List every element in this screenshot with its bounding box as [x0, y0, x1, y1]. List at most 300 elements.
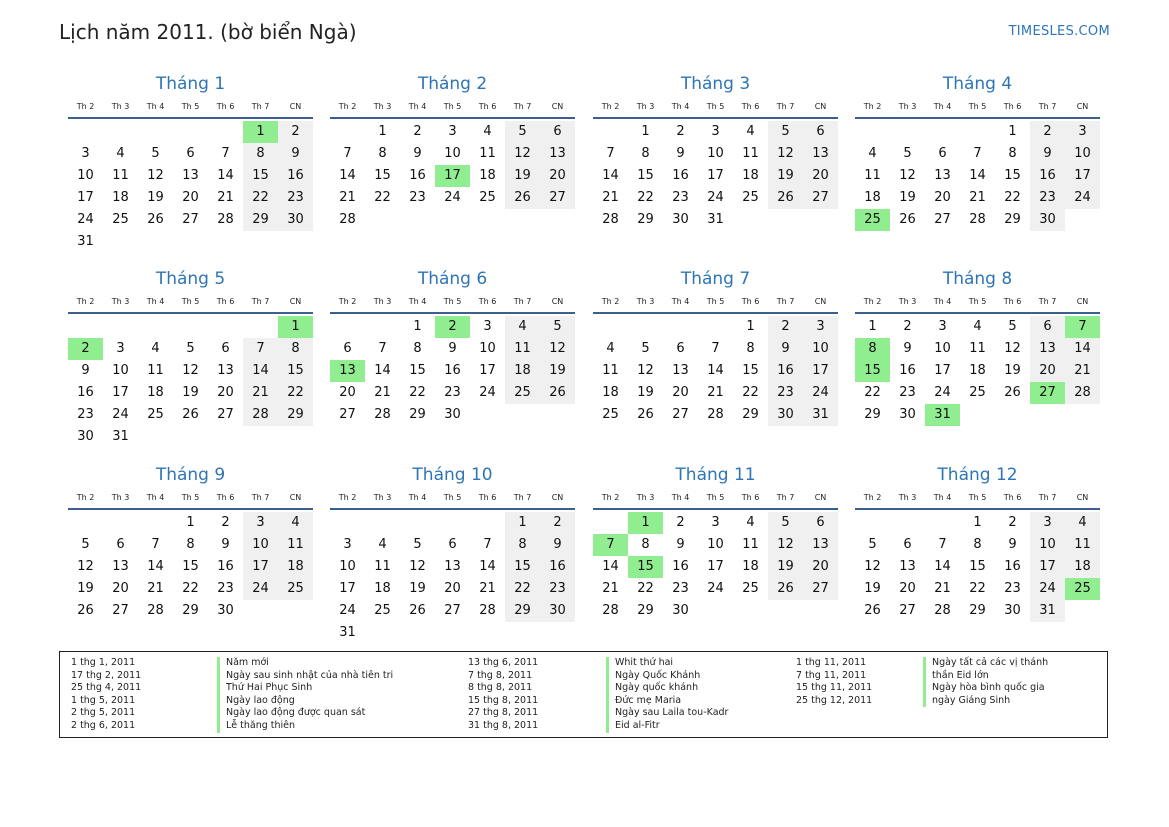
- day-cell[interactable]: 7: [711, 341, 720, 356]
- day-cell[interactable]: 21: [374, 385, 391, 400]
- day-cell[interactable]: 15: [182, 559, 199, 574]
- day-cell[interactable]: 28: [707, 407, 724, 422]
- day-cell[interactable]: 31: [803, 404, 838, 426]
- day-cell[interactable]: 10: [934, 341, 951, 356]
- day-cell[interactable]: 21: [217, 190, 234, 205]
- brand-link[interactable]: TIMESLES.COM: [1008, 24, 1110, 39]
- day-cell[interactable]: 27: [934, 212, 951, 227]
- day-cell[interactable]: 25: [969, 385, 986, 400]
- day-cell[interactable]: 9: [278, 143, 313, 165]
- day-cell[interactable]: 12: [409, 559, 426, 574]
- day-cell[interactable]: 15: [637, 168, 654, 183]
- day-cell[interactable]: 24: [479, 385, 496, 400]
- day-cell[interactable]: 25: [147, 407, 164, 422]
- day-cell[interactable]: 28: [934, 603, 951, 618]
- day-cell[interactable]: 11: [1065, 534, 1100, 556]
- day-cell[interactable]: 31: [339, 625, 356, 640]
- day-cell[interactable]: 3: [711, 515, 720, 530]
- day-cell[interactable]: 12: [1004, 341, 1021, 356]
- day-cell[interactable]: 19: [768, 556, 803, 578]
- day-cell[interactable]: 24: [339, 603, 356, 618]
- day-cell[interactable]: 17: [803, 360, 838, 382]
- day-cell[interactable]: 10: [243, 534, 278, 556]
- day-cell[interactable]: 12: [147, 168, 164, 183]
- day-cell[interactable]: 5: [903, 146, 912, 161]
- day-cell[interactable]: 30: [672, 212, 689, 227]
- day-cell[interactable]: 26: [1004, 385, 1021, 400]
- day-cell[interactable]: 5: [641, 341, 650, 356]
- day-cell[interactable]: 18: [864, 190, 881, 205]
- day-cell[interactable]: 21: [602, 190, 619, 205]
- day-cell[interactable]: 11: [969, 341, 986, 356]
- day-cell[interactable]: 8: [641, 537, 650, 552]
- day-cell[interactable]: 21: [707, 385, 724, 400]
- day-cell[interactable]: 9: [540, 534, 575, 556]
- day-cell[interactable]: 25: [374, 603, 391, 618]
- day-cell[interactable]: 31: [77, 234, 94, 249]
- day-cell[interactable]: 17: [77, 190, 94, 205]
- day-cell[interactable]: 26: [768, 578, 803, 600]
- day-cell[interactable]: 29: [637, 603, 654, 618]
- day-cell[interactable]: 19: [540, 360, 575, 382]
- day-cell[interactable]: 27: [339, 407, 356, 422]
- day-cell[interactable]: 5: [505, 121, 540, 143]
- day-cell[interactable]: 3: [116, 341, 125, 356]
- day-cell[interactable]: 30: [1030, 209, 1065, 231]
- day-cell[interactable]: 11: [278, 534, 313, 556]
- day-cell[interactable]: 25: [112, 212, 129, 227]
- day-cell[interactable]: 4: [868, 146, 877, 161]
- day-cell[interactable]: 18: [505, 360, 540, 382]
- day-cell[interactable]: 22: [278, 382, 313, 404]
- day-cell[interactable]: 26: [505, 187, 540, 209]
- day-cell[interactable]: 2: [1030, 121, 1065, 143]
- day-cell[interactable]: 14: [217, 168, 234, 183]
- day-cell[interactable]: 22: [374, 190, 391, 205]
- day-cell[interactable]: 4: [116, 146, 125, 161]
- day-cell[interactable]: 12: [899, 168, 916, 183]
- holiday-day-cell[interactable]: 15: [855, 360, 890, 382]
- holiday-day-cell[interactable]: 1: [278, 316, 313, 338]
- day-cell[interactable]: 19: [864, 581, 881, 596]
- day-cell[interactable]: 23: [444, 385, 461, 400]
- day-cell[interactable]: 3: [1065, 121, 1100, 143]
- day-cell[interactable]: 20: [803, 165, 838, 187]
- day-cell[interactable]: 30: [1004, 603, 1021, 618]
- day-cell[interactable]: 23: [899, 385, 916, 400]
- day-cell[interactable]: 9: [1030, 143, 1065, 165]
- holiday-day-cell[interactable]: 2: [435, 316, 470, 338]
- day-cell[interactable]: 7: [938, 537, 947, 552]
- day-cell[interactable]: 11: [505, 338, 540, 360]
- day-cell[interactable]: 16: [278, 165, 313, 187]
- day-cell[interactable]: 11: [374, 559, 391, 574]
- day-cell[interactable]: 26: [147, 212, 164, 227]
- day-cell[interactable]: 14: [1065, 338, 1100, 360]
- day-cell[interactable]: 31: [112, 429, 129, 444]
- day-cell[interactable]: 3: [343, 537, 352, 552]
- day-cell[interactable]: 23: [278, 187, 313, 209]
- day-cell[interactable]: 21: [147, 581, 164, 596]
- day-cell[interactable]: 12: [505, 143, 540, 165]
- day-cell[interactable]: 6: [938, 146, 947, 161]
- day-cell[interactable]: 8: [413, 341, 422, 356]
- day-cell[interactable]: 1: [973, 515, 982, 530]
- day-cell[interactable]: 13: [217, 363, 234, 378]
- day-cell[interactable]: 10: [1065, 143, 1100, 165]
- day-cell[interactable]: 18: [147, 385, 164, 400]
- day-cell[interactable]: 24: [934, 385, 951, 400]
- day-cell[interactable]: 8: [505, 534, 540, 556]
- day-cell[interactable]: 21: [479, 581, 496, 596]
- day-cell[interactable]: 2: [768, 316, 803, 338]
- day-cell[interactable]: 1: [746, 319, 755, 334]
- day-cell[interactable]: 19: [182, 385, 199, 400]
- day-cell[interactable]: 4: [746, 124, 755, 139]
- day-cell[interactable]: 30: [768, 404, 803, 426]
- day-cell[interactable]: 21: [339, 190, 356, 205]
- day-cell[interactable]: 27: [540, 187, 575, 209]
- day-cell[interactable]: 29: [969, 603, 986, 618]
- holiday-day-cell[interactable]: 25: [855, 209, 890, 231]
- day-cell[interactable]: 28: [243, 404, 278, 426]
- day-cell[interactable]: 20: [540, 165, 575, 187]
- day-cell[interactable]: 19: [77, 581, 94, 596]
- day-cell[interactable]: 18: [112, 190, 129, 205]
- day-cell[interactable]: 14: [374, 363, 391, 378]
- day-cell[interactable]: 19: [768, 165, 803, 187]
- day-cell[interactable]: 6: [343, 341, 352, 356]
- day-cell[interactable]: 15: [505, 556, 540, 578]
- day-cell[interactable]: 27: [803, 578, 838, 600]
- day-cell[interactable]: 29: [742, 407, 759, 422]
- day-cell[interactable]: 6: [448, 537, 457, 552]
- day-cell[interactable]: 30: [540, 600, 575, 622]
- day-cell[interactable]: 4: [973, 319, 982, 334]
- day-cell[interactable]: 17: [112, 385, 129, 400]
- day-cell[interactable]: 1: [868, 319, 877, 334]
- day-cell[interactable]: 16: [1030, 165, 1065, 187]
- day-cell[interactable]: 21: [1065, 360, 1100, 382]
- day-cell[interactable]: 30: [672, 603, 689, 618]
- day-cell[interactable]: 14: [243, 360, 278, 382]
- day-cell[interactable]: 22: [969, 581, 986, 596]
- day-cell[interactable]: 19: [505, 165, 540, 187]
- day-cell[interactable]: 26: [637, 407, 654, 422]
- day-cell[interactable]: 26: [540, 382, 575, 404]
- day-cell[interactable]: 24: [112, 407, 129, 422]
- day-cell[interactable]: 7: [483, 537, 492, 552]
- holiday-day-cell[interactable]: 1: [243, 121, 278, 143]
- day-cell[interactable]: 18: [969, 363, 986, 378]
- day-cell[interactable]: 19: [1004, 363, 1021, 378]
- day-cell[interactable]: 21: [243, 382, 278, 404]
- day-cell[interactable]: 23: [217, 581, 234, 596]
- day-cell[interactable]: 16: [1004, 559, 1021, 574]
- day-cell[interactable]: 20: [112, 581, 129, 596]
- day-cell[interactable]: 12: [768, 534, 803, 556]
- day-cell[interactable]: 3: [711, 124, 720, 139]
- day-cell[interactable]: 1: [413, 319, 422, 334]
- day-cell[interactable]: 17: [934, 363, 951, 378]
- day-cell[interactable]: 7: [243, 338, 278, 360]
- day-cell[interactable]: 27: [899, 603, 916, 618]
- day-cell[interactable]: 24: [707, 581, 724, 596]
- day-cell[interactable]: 10: [112, 363, 129, 378]
- day-cell[interactable]: 23: [77, 407, 94, 422]
- day-cell[interactable]: 22: [742, 385, 759, 400]
- day-cell[interactable]: 23: [409, 190, 426, 205]
- day-cell[interactable]: 10: [444, 146, 461, 161]
- day-cell[interactable]: 20: [217, 385, 234, 400]
- day-cell[interactable]: 27: [217, 407, 234, 422]
- day-cell[interactable]: 29: [182, 603, 199, 618]
- day-cell[interactable]: 23: [1004, 581, 1021, 596]
- day-cell[interactable]: 5: [768, 512, 803, 534]
- day-cell[interactable]: 20: [672, 385, 689, 400]
- day-cell[interactable]: 17: [707, 559, 724, 574]
- day-cell[interactable]: 12: [768, 143, 803, 165]
- day-cell[interactable]: 10: [339, 559, 356, 574]
- day-cell[interactable]: 24: [1030, 578, 1065, 600]
- day-cell[interactable]: 24: [243, 578, 278, 600]
- day-cell[interactable]: 27: [182, 212, 199, 227]
- day-cell[interactable]: 9: [81, 363, 90, 378]
- day-cell[interactable]: 7: [343, 146, 352, 161]
- day-cell[interactable]: 24: [77, 212, 94, 227]
- day-cell[interactable]: 13: [112, 559, 129, 574]
- day-cell[interactable]: 9: [676, 537, 685, 552]
- day-cell[interactable]: 16: [409, 168, 426, 183]
- day-cell[interactable]: 6: [116, 537, 125, 552]
- holiday-day-cell[interactable]: 1: [628, 512, 663, 534]
- day-cell[interactable]: 18: [278, 556, 313, 578]
- day-cell[interactable]: 17: [1030, 556, 1065, 578]
- day-cell[interactable]: 5: [540, 316, 575, 338]
- day-cell[interactable]: 13: [803, 143, 838, 165]
- day-cell[interactable]: 13: [182, 168, 199, 183]
- day-cell[interactable]: 29: [278, 404, 313, 426]
- day-cell[interactable]: 16: [540, 556, 575, 578]
- day-cell[interactable]: 7: [221, 146, 230, 161]
- day-cell[interactable]: 9: [768, 338, 803, 360]
- day-cell[interactable]: 13: [540, 143, 575, 165]
- day-cell[interactable]: 8: [278, 338, 313, 360]
- day-cell[interactable]: 26: [409, 603, 426, 618]
- day-cell[interactable]: 24: [1065, 187, 1100, 209]
- day-cell[interactable]: 13: [803, 534, 838, 556]
- day-cell[interactable]: 18: [1065, 556, 1100, 578]
- day-cell[interactable]: 16: [77, 385, 94, 400]
- day-cell[interactable]: 3: [81, 146, 90, 161]
- day-cell[interactable]: 15: [243, 165, 278, 187]
- day-cell[interactable]: 14: [479, 559, 496, 574]
- day-cell[interactable]: 26: [864, 603, 881, 618]
- day-cell[interactable]: 24: [803, 382, 838, 404]
- day-cell[interactable]: 4: [505, 316, 540, 338]
- day-cell[interactable]: 20: [899, 581, 916, 596]
- day-cell[interactable]: 28: [374, 407, 391, 422]
- day-cell[interactable]: 28: [602, 212, 619, 227]
- day-cell[interactable]: 10: [479, 341, 496, 356]
- day-cell[interactable]: 28: [217, 212, 234, 227]
- day-cell[interactable]: 28: [147, 603, 164, 618]
- day-cell[interactable]: 4: [278, 512, 313, 534]
- day-cell[interactable]: 17: [243, 556, 278, 578]
- day-cell[interactable]: 23: [1030, 187, 1065, 209]
- holiday-day-cell[interactable]: 13: [330, 360, 365, 382]
- day-cell[interactable]: 19: [899, 190, 916, 205]
- day-cell[interactable]: 29: [864, 407, 881, 422]
- day-cell[interactable]: 6: [803, 121, 838, 143]
- day-cell[interactable]: 16: [672, 168, 689, 183]
- day-cell[interactable]: 22: [182, 581, 199, 596]
- day-cell[interactable]: 22: [1004, 190, 1021, 205]
- day-cell[interactable]: 9: [1008, 537, 1017, 552]
- day-cell[interactable]: 20: [1030, 360, 1065, 382]
- day-cell[interactable]: 2: [676, 515, 685, 530]
- day-cell[interactable]: 7: [606, 146, 615, 161]
- day-cell[interactable]: 6: [676, 341, 685, 356]
- day-cell[interactable]: 27: [444, 603, 461, 618]
- day-cell[interactable]: 6: [186, 146, 195, 161]
- day-cell[interactable]: 26: [182, 407, 199, 422]
- day-cell[interactable]: 2: [540, 512, 575, 534]
- day-cell[interactable]: 6: [1030, 316, 1065, 338]
- day-cell[interactable]: 3: [448, 124, 457, 139]
- day-cell[interactable]: 5: [81, 537, 90, 552]
- day-cell[interactable]: 29: [409, 407, 426, 422]
- day-cell[interactable]: 18: [742, 559, 759, 574]
- day-cell[interactable]: 31: [1030, 600, 1065, 622]
- day-cell[interactable]: 18: [602, 385, 619, 400]
- day-cell[interactable]: 4: [378, 537, 387, 552]
- day-cell[interactable]: 18: [742, 168, 759, 183]
- day-cell[interactable]: 14: [969, 168, 986, 183]
- day-cell[interactable]: 2: [221, 515, 230, 530]
- holiday-day-cell[interactable]: 7: [593, 534, 628, 556]
- day-cell[interactable]: 17: [339, 581, 356, 596]
- day-cell[interactable]: 4: [746, 515, 755, 530]
- day-cell[interactable]: 1: [641, 124, 650, 139]
- day-cell[interactable]: 21: [969, 190, 986, 205]
- day-cell[interactable]: 27: [112, 603, 129, 618]
- day-cell[interactable]: 21: [934, 581, 951, 596]
- day-cell[interactable]: 20: [182, 190, 199, 205]
- day-cell[interactable]: 13: [444, 559, 461, 574]
- day-cell[interactable]: 25: [742, 190, 759, 205]
- day-cell[interactable]: 9: [448, 341, 457, 356]
- day-cell[interactable]: 7: [973, 146, 982, 161]
- day-cell[interactable]: 14: [707, 363, 724, 378]
- day-cell[interactable]: 23: [672, 581, 689, 596]
- day-cell[interactable]: 25: [479, 190, 496, 205]
- day-cell[interactable]: 16: [899, 363, 916, 378]
- day-cell[interactable]: 2: [413, 124, 422, 139]
- day-cell[interactable]: 19: [637, 385, 654, 400]
- day-cell[interactable]: 30: [899, 407, 916, 422]
- day-cell[interactable]: 5: [768, 121, 803, 143]
- day-cell[interactable]: 22: [409, 385, 426, 400]
- day-cell[interactable]: 29: [243, 209, 278, 231]
- day-cell[interactable]: 22: [864, 385, 881, 400]
- day-cell[interactable]: 18: [479, 168, 496, 183]
- day-cell[interactable]: 8: [186, 537, 195, 552]
- day-cell[interactable]: 1: [1008, 124, 1017, 139]
- day-cell[interactable]: 29: [1004, 212, 1021, 227]
- day-cell[interactable]: 29: [637, 212, 654, 227]
- day-cell[interactable]: 14: [339, 168, 356, 183]
- day-cell[interactable]: 8: [1008, 146, 1017, 161]
- day-cell[interactable]: 25: [505, 382, 540, 404]
- holiday-day-cell[interactable]: 2: [68, 338, 103, 360]
- day-cell[interactable]: 17: [1065, 165, 1100, 187]
- day-cell[interactable]: 5: [868, 537, 877, 552]
- day-cell[interactable]: 16: [217, 559, 234, 574]
- day-cell[interactable]: 20: [803, 556, 838, 578]
- day-cell[interactable]: 15: [969, 559, 986, 574]
- day-cell[interactable]: 28: [1065, 382, 1100, 404]
- day-cell[interactable]: 5: [1008, 319, 1017, 334]
- day-cell[interactable]: 13: [672, 363, 689, 378]
- day-cell[interactable]: 21: [602, 581, 619, 596]
- day-cell[interactable]: 15: [742, 363, 759, 378]
- holiday-day-cell[interactable]: 7: [1065, 316, 1100, 338]
- day-cell[interactable]: 1: [505, 512, 540, 534]
- day-cell[interactable]: 13: [1030, 338, 1065, 360]
- day-cell[interactable]: 28: [602, 603, 619, 618]
- day-cell[interactable]: 3: [483, 319, 492, 334]
- day-cell[interactable]: 12: [77, 559, 94, 574]
- day-cell[interactable]: 9: [221, 537, 230, 552]
- day-cell[interactable]: 11: [864, 168, 881, 183]
- day-cell[interactable]: 30: [77, 429, 94, 444]
- day-cell[interactable]: 6: [221, 341, 230, 356]
- day-cell[interactable]: 5: [186, 341, 195, 356]
- day-cell[interactable]: 6: [903, 537, 912, 552]
- day-cell[interactable]: 14: [602, 559, 619, 574]
- day-cell[interactable]: 8: [746, 341, 755, 356]
- day-cell[interactable]: 9: [676, 146, 685, 161]
- day-cell[interactable]: 13: [934, 168, 951, 183]
- day-cell[interactable]: 16: [672, 559, 689, 574]
- day-cell[interactable]: 15: [278, 360, 313, 382]
- day-cell[interactable]: 30: [217, 603, 234, 618]
- holiday-day-cell[interactable]: 27: [1030, 382, 1065, 404]
- day-cell[interactable]: 12: [637, 363, 654, 378]
- day-cell[interactable]: 15: [409, 363, 426, 378]
- day-cell[interactable]: 25: [602, 407, 619, 422]
- day-cell[interactable]: 3: [1030, 512, 1065, 534]
- day-cell[interactable]: 13: [899, 559, 916, 574]
- day-cell[interactable]: 25: [742, 581, 759, 596]
- day-cell[interactable]: 30: [444, 407, 461, 422]
- day-cell[interactable]: 17: [479, 363, 496, 378]
- day-cell[interactable]: 2: [278, 121, 313, 143]
- day-cell[interactable]: 5: [413, 537, 422, 552]
- day-cell[interactable]: 11: [479, 146, 496, 161]
- day-cell[interactable]: 15: [374, 168, 391, 183]
- day-cell[interactable]: 23: [540, 578, 575, 600]
- day-cell[interactable]: 26: [768, 187, 803, 209]
- day-cell[interactable]: 5: [151, 146, 160, 161]
- day-cell[interactable]: 1: [378, 124, 387, 139]
- day-cell[interactable]: 28: [969, 212, 986, 227]
- day-cell[interactable]: 4: [151, 341, 160, 356]
- day-cell[interactable]: 12: [182, 363, 199, 378]
- day-cell[interactable]: 10: [77, 168, 94, 183]
- day-cell[interactable]: 10: [803, 338, 838, 360]
